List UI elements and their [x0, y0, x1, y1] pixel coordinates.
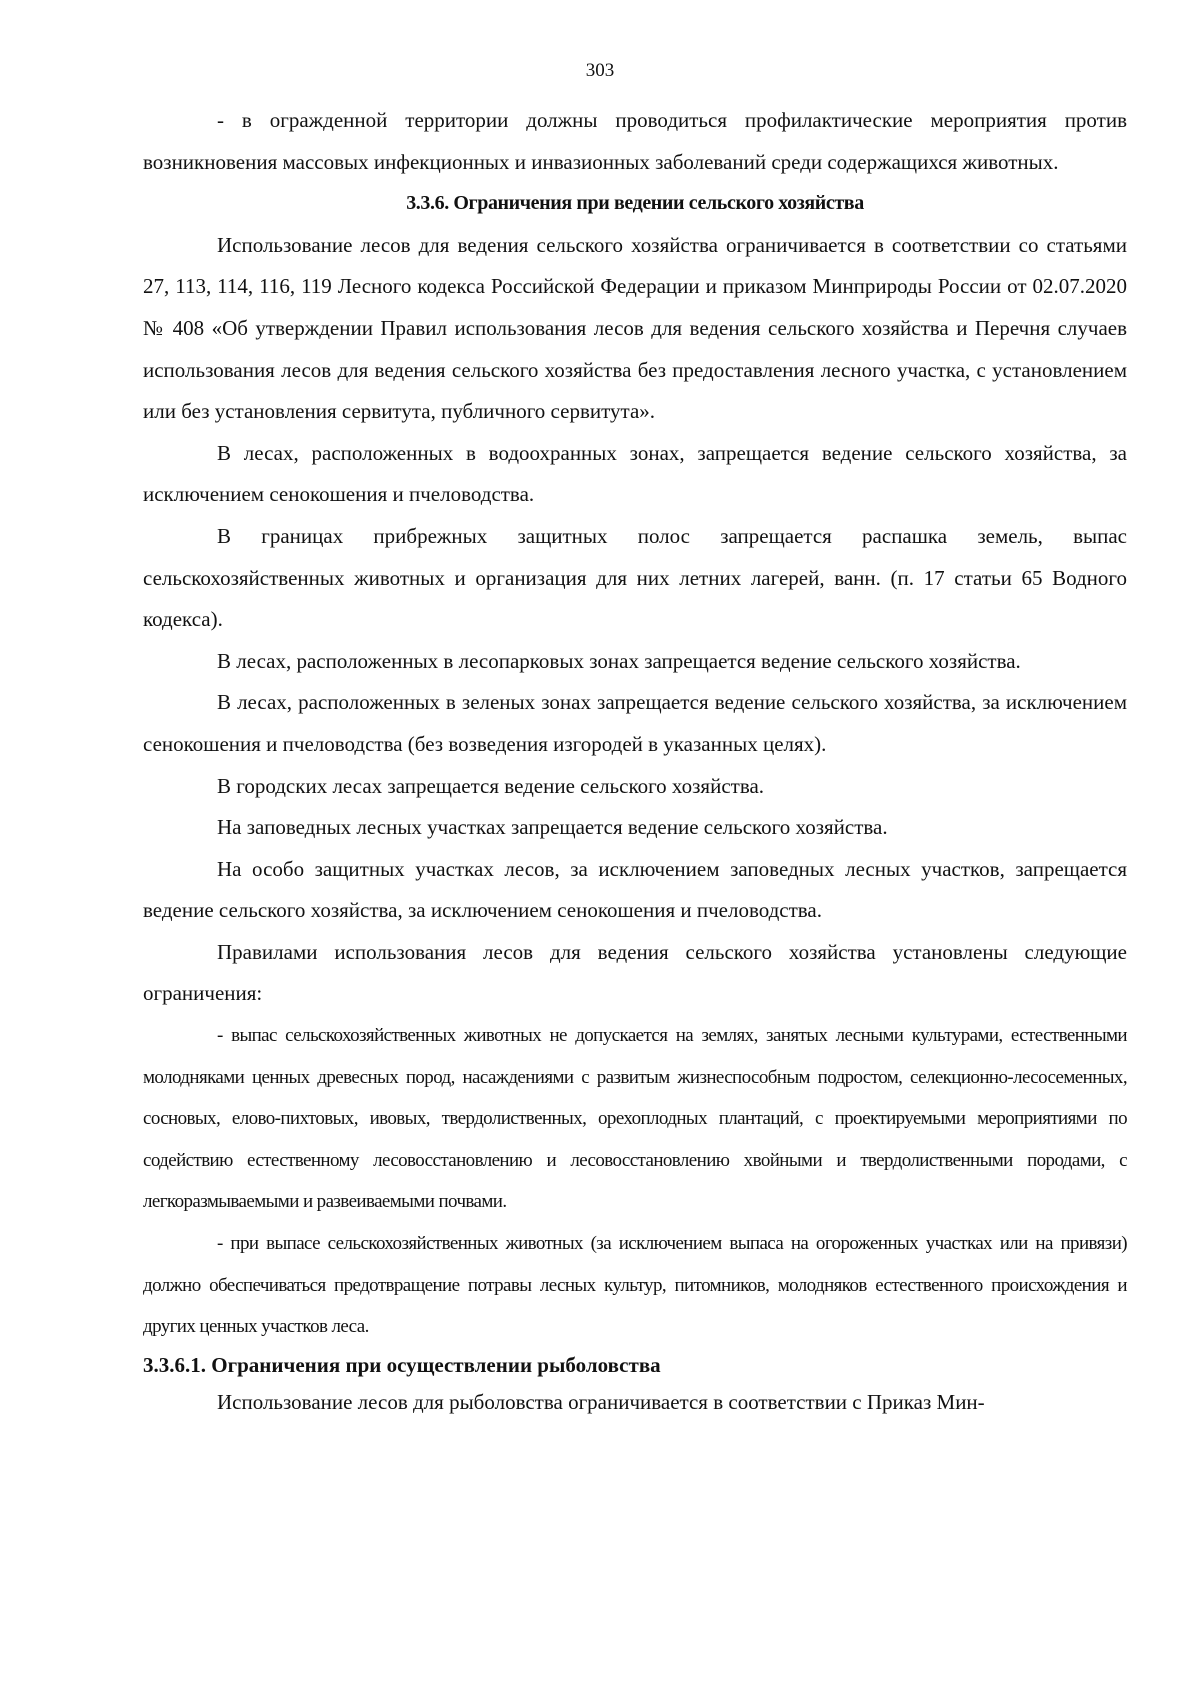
page-number: 303 — [585, 60, 615, 81]
paragraph-coastal-strips: В границах прибрежных защитных полос запрещается распашка земель, выпас сельскохозяйственных животных и организация для них летних лагерей, ванн. (п. 17 статьи 65 Водного кодекса). — [143, 523, 1127, 632]
section-heading-3-3-6: 3.3.6. Ограничения при ведении сельского хозяйства — [406, 192, 864, 215]
paragraph-green-zones: В лесах, расположенных в зеленых зонах запрещается ведение сельского хозяйства, за исключением сенокошения и пчеловодства (без возведения изгородей в указанных целях). — [143, 690, 1127, 756]
section-heading-3-3-6-1: 3.3.6.1. Ограничения при осуществлении рыболовства — [143, 1352, 661, 1377]
paragraph-grazing-prevention: - при выпасе сельскохозяйственных животных (за исключением выпаса на огороженных участках или на привязи) должно обеспечиваться предотвращение потравы лесных культур, питомников, молодняков естественного происхождения и других ценных участков леса. — [143, 1233, 1127, 1338]
paragraph-water-protection-zones: В лесах, расположенных в водоохранных зонах, запрещается ведение сельского хозяйства, за исключением сенокошения и пчеловодства. — [143, 440, 1127, 507]
paragraph-legal-basis: Использование лесов для ведения сельского хозяйства ограничивается в соответствии со статьями 27, 113, 114, 116, 119 Лесного кодекса Российской Федерации и приказом Минприроды России от 02.07.2020 № 408 «Об утверждении Правил использования лесов для ведения сельского хозяйства и Перечня случаев использования лесов для ведения сельского хозяйства без предоставления лесного участка, с установлением или без установления сервитута, публичного сервитута». — [143, 232, 1127, 424]
paragraph-fishing: Использование лесов для рыболовства ограничивается в соответствии с Приказ Мин- — [217, 1389, 985, 1414]
paragraph-reserved-plots: На заповедных лесных участках запрещается ведение сельского хозяйства. — [217, 815, 888, 840]
paragraph-rules-intro: Правилами использования лесов для ведения сельского хозяйства установлены следующие ограничения: — [143, 939, 1127, 1006]
paragraph-prophylaxis: - в огражденной территории должны проводиться профилактические мероприятия против возникновения массовых инфекционных и инвазионных заболеваний среди содержащихся животных. — [143, 108, 1127, 174]
paragraph-forest-park-zones: В лесах, расположенных в лесопарковых зонах запрещается ведение сельского хозяйства. — [217, 648, 1021, 673]
paragraph-urban-forests: В городских лесах запрещается ведение сельского хозяйства. — [217, 773, 765, 798]
document-body — [143, 100, 1127, 1423]
paragraph-protective-plots: На особо защитных участках лесов, за исключением заповедных лесных участков, запрещается ведение сельского хозяйства, за исключением сенокошения и пчеловодства. — [143, 856, 1127, 923]
paragraph-grazing-restriction: - выпас сельскохозяйственных животных не допускается на землях, занятых лесными культурами, естественными молодняками ценных древесных пород, насаждениями с развитым жизнеспособным подростом, селекционно-лесосеменных, сосновых, елово-пихтовых, ивовых, твердолиственных, орехоплодных плантаций, с проектируемыми мероприятиями по содействию естественному лесовосстановлению и лесовосстановлению хвойными и твердолиственными породами, с легкоразмываемыми и развеиваемыми почвами. — [143, 1025, 1127, 1213]
